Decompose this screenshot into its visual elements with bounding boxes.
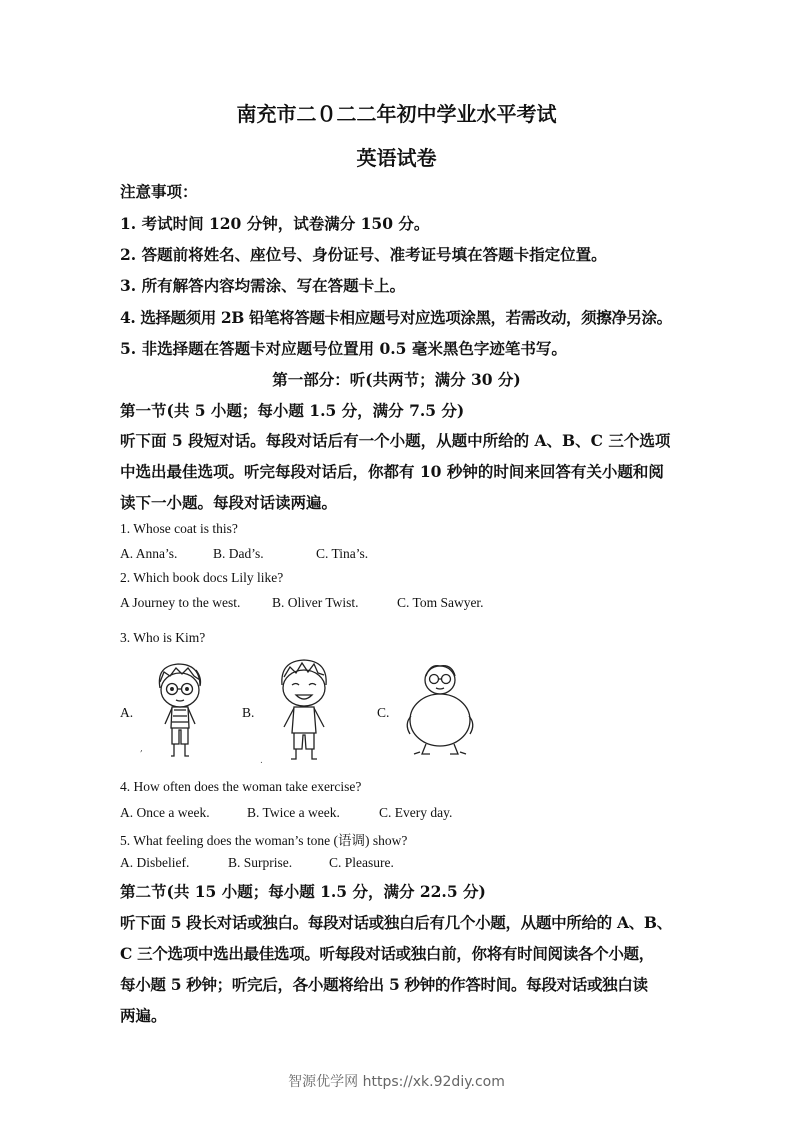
section1-instruction: 读下一小题。每段对话读两遍。 <box>120 493 338 512</box>
scan-mark: , <box>140 744 143 754</box>
q1-option-b: B. Dad’s. <box>213 546 264 561</box>
question-2: 2. Which book docs Lily like? <box>120 570 284 585</box>
exam-subtitle: 英语试卷 <box>356 146 437 170</box>
q3-option-b: B. <box>242 705 255 720</box>
boy-with-glasses-illustration <box>150 658 210 760</box>
notice-item: 5. 非选择题在答题卡对应题号位置用 0.5 毫米黑色字迹笔书写。 <box>120 339 567 358</box>
q4-option-c: C. Every day. <box>379 805 453 820</box>
notice-heading: 注意事项： <box>120 182 198 201</box>
question-5: 5. What feeling does the woman’s tone (语调) show? <box>120 833 408 848</box>
q1-option-c: C. Tina’s. <box>316 546 369 561</box>
chubby-man-illustration <box>400 658 480 758</box>
q5-option-a: A. Disbelief. <box>120 855 190 870</box>
q4-option-b: B. Twice a week. <box>247 805 340 820</box>
q2-option-b: B. Oliver Twist. <box>272 595 359 610</box>
q5-option-c: C. Pleasure. <box>329 855 394 870</box>
exam-title: 南充市二０二二年初中学业水平考试 <box>236 102 557 126</box>
section2-instruction: 两遍。 <box>120 1006 167 1025</box>
q4-option-a: A. Once a week. <box>120 805 210 820</box>
q3-option-a: A. <box>120 705 134 720</box>
q2-option-a: A Journey to the west. <box>120 595 241 610</box>
footer-watermark: 智源优学网 https://xk.92diy.com <box>288 1074 505 1090</box>
notice-item: 2. 答题前将姓名、座位号、身份证号、准考证号填在答题卡指定位置。 <box>120 245 607 264</box>
question-4: 4. How often does the woman take exercise? <box>120 779 362 794</box>
notice-item: 1. 考试时间 120 分钟，试卷满分 150 分。 <box>120 214 430 233</box>
notice-item: 3. 所有解答内容均需涂、写在答题卡上。 <box>120 276 406 295</box>
section1-heading: 第一节(共 5 小题；每小题 1.5 分，满分 7.5 分) <box>120 401 465 420</box>
section1-instruction: 听下面 5 段短对话。每段对话后有一个小题，从题中所给的 A、B、C 三个选项 <box>120 431 671 450</box>
scan-mark: . <box>260 756 263 766</box>
smiling-boy-illustration <box>272 655 336 765</box>
part1-heading: 第一部分：听(共两节；满分 30 分) <box>272 370 521 389</box>
question-1: 1. Whose coat is this? <box>120 521 238 536</box>
notice-item: 4. 选择题须用 2B 铅笔将答题卡相应题号对应选项涂黑，若需改动，须擦净另涂。 <box>120 308 672 327</box>
section2-heading: 第二节(共 15 小题；每小题 1.5 分，满分 22.5 分) <box>120 882 486 901</box>
question-3: 3. Who is Kim? <box>120 630 206 645</box>
section2-instruction: C 三个选项中选出最佳选项。听每段对话或独白前，你将有时间阅读各个小题， <box>120 944 654 963</box>
q3-option-c: C. <box>377 705 390 720</box>
q1-option-a: A. Anna’s. <box>120 546 178 561</box>
q2-option-c: C. Tom Sawyer. <box>397 595 484 610</box>
q5-option-b: B. Surprise. <box>228 855 293 870</box>
section2-instruction: 听下面 5 段长对话或独白。每段对话或独白后有几个小题，从题中所给的 A、B、 <box>120 913 672 932</box>
section2-instruction: 每小题 5 秒钟；听完后，各小题将给出 5 秒钟的作答时间。每段对话或独白读 <box>120 975 648 994</box>
section1-instruction: 中选出最佳选项。听完每段对话后，你都有 10 秒钟的时间来回答有关小题和阅 <box>120 462 664 481</box>
